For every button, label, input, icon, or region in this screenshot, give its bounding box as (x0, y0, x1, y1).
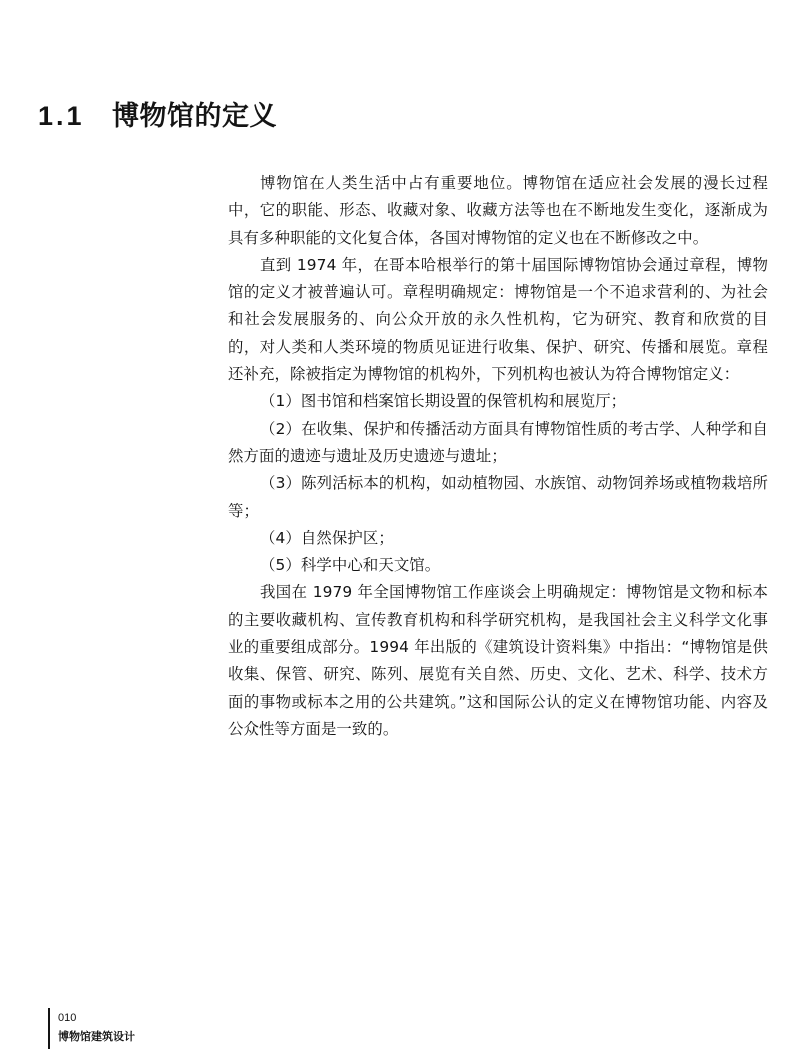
footer-rule (48, 1008, 50, 1049)
section-heading (38, 98, 277, 135)
list-item-1: （1）图书馆和档案馆长期设置的保管机构和展览厅； (260, 392, 627, 411)
list-item-2: （2）在收集、保护和传播活动方面具有博物馆性质的考古学、人种学和自然方面的遗迹与遗址及历史遗迹与遗址； (228, 419, 768, 465)
page-number: 010 (58, 1012, 77, 1024)
list-item-4: （4）自然保护区； (260, 528, 394, 547)
section-number: 1.1 (38, 101, 85, 131)
body-text (228, 170, 768, 743)
paragraph-icom-definition: 直到 1974 年，在哥本哈根举行的第十届国际博物馆协会通过章程，博物馆的定义才被普遍认可。章程明确规定：博物馆是一个不追求营利的、为社会和社会发展服务的、向公众开放的永久性机构，它为研究、教育和欣赏的目的，对人类和人类环境的物质见证进行收集、保护、研究、传播和展览。章程还补充，除被指定为博物馆的机构外，下列机构也被认为符合博物馆定义： (228, 255, 768, 384)
list-item-5: （5）科学中心和天文馆。 (260, 556, 441, 575)
paragraph-intro: 博物馆在人类生活中占有重要地位。博物馆在适应社会发展的漫长过程中，它的职能、形态、收藏对象、收藏方法等也在不断地发生变化，逐渐成为具有多种职能的文化复合体，各国对博物馆的定义也在不断修改之中。 (228, 174, 768, 247)
paragraph-china-definition: 我国在 1979 年全国博物馆工作座谈会上明确规定：博物馆是文物和标本的主要收藏机构、宣传教育机构和科学研究机构，是我国社会主义科学文化事业的重要组成部分。1994 年出版的《建筑设计资料集》中指出：“博物馆是供收集、保管、研究、陈列、展览有关自然、历史、文化、艺术、科学、技术方面的事物或标本之用的公共建筑。”这和国际公认的定义在博物馆功能、内容及公众性等方面是一致的。 (228, 583, 768, 738)
section-title: 博物馆的定义 (112, 101, 277, 132)
list-item-3: （3）陈列活标本的机构，如动植物园、水族馆、动物饲养场或植物栽培所等； (228, 474, 768, 520)
running-footer-title: 博物馆建筑设计 (58, 1030, 135, 1043)
